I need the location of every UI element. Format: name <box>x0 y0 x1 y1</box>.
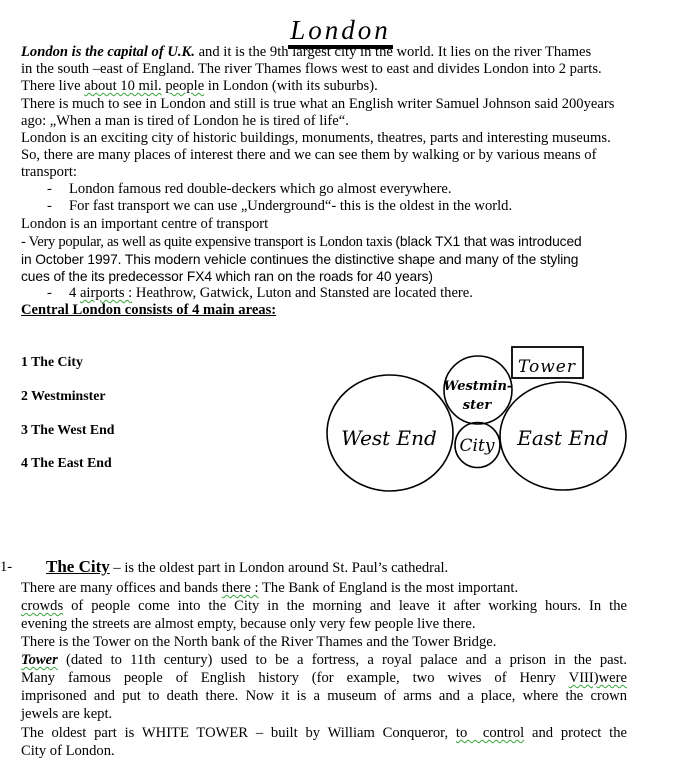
spellcheck-flag[interactable]: to control <box>455 725 525 741</box>
spellcheck-flag[interactable]: VIII)were <box>568 670 627 686</box>
city-line-10: City of London. <box>21 743 115 759</box>
taxi-line-1-serif: - Very popular, as well as quite expensive transport is London taxis <box>21 234 396 250</box>
area-name: The City <box>31 354 83 369</box>
tower-label: Tower <box>518 357 576 377</box>
tower-emphasis[interactable]: Tower <box>21 652 58 668</box>
bullet-dash: - <box>47 181 52 197</box>
city-line-7 <box>21 688 627 705</box>
taxi-line-1-sans: (black TX1 that was introduced <box>395 234 582 249</box>
spellcheck-flag[interactable]: airports : <box>79 285 133 301</box>
city-line-8: jewels are kept. <box>21 706 113 722</box>
text: Many famous people of English history (for example, two wives of Henry <box>21 670 569 686</box>
area-name: The West End <box>31 422 115 437</box>
text: The Bank of England is the most important. <box>258 580 519 596</box>
intro-line-7: So, there are many places of interest there and we can see them by walking or by various means of <box>21 147 597 163</box>
section-title-rest: – is the oldest part in London around St. Paul’s cathedral. <box>109 560 449 576</box>
text: of people come into the City in the morning and leave it after working hours. In the <box>63 598 627 614</box>
west-end-label: West End <box>341 426 437 450</box>
title-text: London <box>288 15 393 49</box>
area-name: The East End <box>31 455 112 470</box>
intro-line-5: ago: „When a man is tired of London he is tired of life“. <box>21 113 349 129</box>
text: (dated to 11th century) used to be a fortress, a royal palace and a prison in the past. <box>57 652 627 668</box>
area-number: 3 <box>21 422 28 437</box>
text: The oldest part is WHITE TOWER – built by William Conqueror, <box>21 725 456 741</box>
area-number: 2 <box>21 388 28 403</box>
intro-line-4: There is much to see in London and still is true what an English writer Samuel Johnson said 200years <box>21 96 615 112</box>
city-label: City <box>459 436 495 456</box>
intro-line-2: in the south –east of England. The river Thames flows west to east and divides London into 2 parts. <box>21 61 602 77</box>
central-london-heading: Central London consists of 4 main areas: <box>21 302 277 318</box>
section-title-line <box>46 557 448 577</box>
airports-pre: 4 <box>69 285 80 301</box>
city-line-9 <box>21 725 627 742</box>
text: There are many offices and bands <box>21 580 222 596</box>
airports-post: Heathrow, Gatwick, Luton and Stansted are located there. <box>132 285 473 301</box>
transport-centre-line: London is an important centre of transport <box>21 216 269 232</box>
city-line-4: There is the Tower on the North bank of the River Thames and the Tower Bridge. <box>21 634 497 650</box>
bullet-text: London famous red double-deckers which go almost everywhere. <box>69 181 452 197</box>
westminster-label-2: ster <box>462 398 492 413</box>
city-line-3: evening the streets are almost empty, because only very few people live there. <box>21 616 476 632</box>
bullet-dash: - <box>47 285 52 301</box>
westminster-label-1: Westmin- <box>443 379 513 394</box>
bullet-dash: - <box>47 198 52 214</box>
area-number: 4 <box>21 455 28 470</box>
intro-line-8: transport: <box>21 164 77 180</box>
text: and protect the <box>524 725 627 741</box>
city-line-1 <box>21 580 518 597</box>
spellcheck-flag[interactable]: people <box>165 78 205 94</box>
intro-line-3-pre: There live <box>21 78 85 94</box>
spellcheck-flag[interactable]: crowds <box>21 598 64 614</box>
city-line-2 <box>21 598 627 615</box>
intro-line-6: London is an exciting city of historic buildings, monuments, theatres, parts and interesting museums. <box>21 130 611 146</box>
bullet-text: For fast transport we can use „Underground“- this is the oldest in the world. <box>69 198 513 214</box>
area-name: Westminster <box>31 388 106 403</box>
intro-line-1-text: and it is the 9th largest city in the world. It lies on the river Thames <box>194 44 592 60</box>
spellcheck-flag[interactable]: about 10 mil. <box>84 78 162 94</box>
area-number: 1 <box>21 354 28 369</box>
city-line-5 <box>21 652 627 669</box>
intro-bold-lead: London is the capital of U.K. <box>21 44 195 60</box>
east-end-label: East End <box>517 426 609 450</box>
intro-line-3-post: in London (with its suburbs). <box>204 78 378 94</box>
section-title: The City <box>46 557 110 576</box>
taxi-line-3: cues of the its predecessor FX4 which ran on the roads for 40 years) <box>21 269 433 284</box>
text: imprisoned and put to death there. Now it is a museum of arms and a place, where the crown <box>21 688 627 704</box>
city-line-6 <box>21 670 627 687</box>
section-number: 1- <box>0 559 13 575</box>
spellcheck-flag[interactable]: there : <box>221 580 259 596</box>
taxi-line-2: in October 1997. This modern vehicle continues the distinctive shape and many of the styling <box>21 252 579 267</box>
